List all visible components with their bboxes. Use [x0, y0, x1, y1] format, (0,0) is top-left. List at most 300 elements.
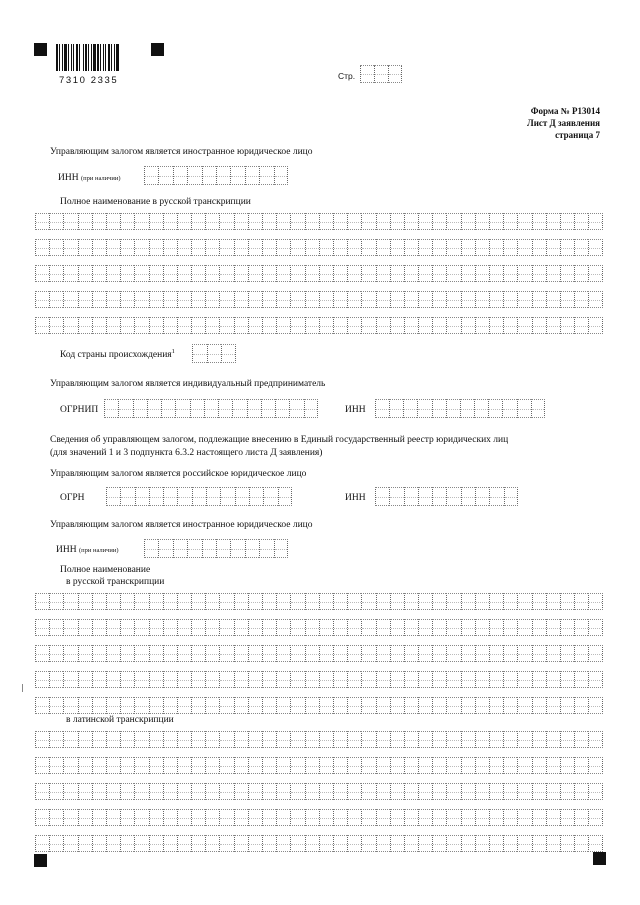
input-cell[interactable] — [149, 671, 163, 688]
input-cell[interactable] — [106, 697, 120, 714]
input-cell[interactable] — [262, 239, 276, 256]
input-cell[interactable] — [262, 265, 276, 282]
input-cell[interactable] — [290, 671, 304, 688]
input-cell[interactable] — [390, 291, 404, 308]
input-cell[interactable] — [219, 835, 233, 852]
input-cell[interactable] — [276, 731, 290, 748]
input-cell[interactable] — [446, 619, 460, 636]
grid-row[interactable] — [35, 619, 603, 636]
input-cell[interactable] — [305, 783, 319, 800]
input-cell[interactable] — [78, 697, 92, 714]
input-cell[interactable] — [588, 783, 602, 800]
input-cell[interactable] — [503, 809, 517, 826]
input-cell[interactable] — [134, 619, 148, 636]
input-cell[interactable] — [120, 487, 134, 506]
page-number-cells[interactable] — [360, 65, 402, 83]
input-cell[interactable] — [475, 619, 489, 636]
section3-lat-fullname-grid[interactable] — [35, 731, 603, 861]
input-cell[interactable] — [262, 731, 276, 748]
input-cell[interactable] — [474, 399, 488, 418]
input-cell[interactable] — [149, 835, 163, 852]
input-cell[interactable] — [503, 265, 517, 282]
input-cell[interactable] — [248, 265, 262, 282]
input-cell[interactable] — [502, 399, 516, 418]
section3-foreign-inn-cells[interactable] — [144, 539, 288, 558]
input-cell[interactable] — [461, 317, 475, 334]
input-cell[interactable] — [574, 697, 588, 714]
input-cell[interactable] — [120, 593, 134, 610]
input-cell[interactable] — [191, 757, 205, 774]
input-cell[interactable] — [290, 593, 304, 610]
input-cell[interactable] — [262, 809, 276, 826]
input-cell[interactable] — [219, 619, 233, 636]
input-cell[interactable] — [278, 487, 292, 506]
input-cell[interactable] — [120, 317, 134, 334]
input-cell[interactable] — [504, 487, 518, 506]
input-cell[interactable] — [234, 671, 248, 688]
input-cell[interactable] — [574, 265, 588, 282]
input-cell[interactable] — [319, 239, 333, 256]
input-cell[interactable] — [489, 239, 503, 256]
input-cell[interactable] — [305, 619, 319, 636]
input-cell[interactable] — [248, 645, 262, 662]
input-cell[interactable] — [290, 213, 304, 230]
input-cell[interactable] — [418, 645, 432, 662]
input-cell[interactable] — [49, 809, 63, 826]
input-cell[interactable] — [248, 697, 262, 714]
input-cell[interactable] — [177, 757, 191, 774]
input-cell[interactable] — [92, 645, 106, 662]
input-cell[interactable] — [149, 213, 163, 230]
input-cell[interactable] — [517, 619, 531, 636]
input-cell[interactable] — [248, 809, 262, 826]
input-cell[interactable] — [517, 835, 531, 852]
input-cell[interactable] — [333, 291, 347, 308]
input-cell[interactable] — [374, 65, 388, 83]
input-cell[interactable] — [390, 757, 404, 774]
input-cell[interactable] — [390, 265, 404, 282]
input-cell[interactable] — [446, 809, 460, 826]
input-cell[interactable] — [275, 399, 289, 418]
input-cell[interactable] — [475, 835, 489, 852]
input-cell[interactable] — [404, 731, 418, 748]
input-cell[interactable] — [517, 317, 531, 334]
input-cell[interactable] — [262, 835, 276, 852]
input-cell[interactable] — [219, 317, 233, 334]
input-cell[interactable] — [177, 809, 191, 826]
input-cell[interactable] — [489, 835, 503, 852]
input-cell[interactable] — [149, 645, 163, 662]
input-cell[interactable] — [149, 317, 163, 334]
input-cell[interactable] — [259, 166, 273, 185]
input-cell[interactable] — [489, 697, 503, 714]
input-cell[interactable] — [503, 317, 517, 334]
input-cell[interactable] — [347, 671, 361, 688]
input-cell[interactable] — [247, 399, 261, 418]
input-cell[interactable] — [418, 487, 432, 506]
input-cell[interactable] — [63, 645, 77, 662]
input-cell[interactable] — [475, 731, 489, 748]
input-cell[interactable] — [461, 593, 475, 610]
input-cell[interactable] — [347, 697, 361, 714]
input-cell[interactable] — [432, 487, 446, 506]
input-cell[interactable] — [574, 671, 588, 688]
input-cell[interactable] — [574, 757, 588, 774]
input-cell[interactable] — [361, 239, 375, 256]
input-cell[interactable] — [205, 317, 219, 334]
input-cell[interactable] — [92, 757, 106, 774]
input-cell[interactable] — [120, 783, 134, 800]
input-cell[interactable] — [333, 671, 347, 688]
grid-row[interactable] — [35, 731, 603, 748]
input-cell[interactable] — [149, 593, 163, 610]
input-cell[interactable] — [376, 671, 390, 688]
input-cell[interactable] — [390, 671, 404, 688]
input-cell[interactable] — [446, 731, 460, 748]
input-cell[interactable] — [290, 731, 304, 748]
input-cell[interactable] — [305, 809, 319, 826]
input-cell[interactable] — [106, 317, 120, 334]
input-cell[interactable] — [347, 731, 361, 748]
input-cell[interactable] — [35, 697, 49, 714]
input-cell[interactable] — [276, 317, 290, 334]
input-cell[interactable] — [432, 783, 446, 800]
input-cell[interactable] — [475, 697, 489, 714]
input-cell[interactable] — [118, 399, 132, 418]
input-cell[interactable] — [432, 645, 446, 662]
input-cell[interactable] — [489, 809, 503, 826]
input-cell[interactable] — [475, 291, 489, 308]
input-cell[interactable] — [106, 731, 120, 748]
input-cell[interactable] — [475, 645, 489, 662]
input-cell[interactable] — [120, 645, 134, 662]
input-cell[interactable] — [205, 757, 219, 774]
input-cell[interactable] — [92, 783, 106, 800]
input-cell[interactable] — [304, 399, 318, 418]
input-cell[interactable] — [261, 399, 275, 418]
input-cell[interactable] — [163, 487, 177, 506]
input-cell[interactable] — [216, 166, 230, 185]
input-cell[interactable] — [63, 697, 77, 714]
input-cell[interactable] — [106, 213, 120, 230]
input-cell[interactable] — [418, 593, 432, 610]
input-cell[interactable] — [532, 619, 546, 636]
input-cell[interactable] — [319, 757, 333, 774]
input-cell[interactable] — [234, 317, 248, 334]
input-cell[interactable] — [204, 399, 218, 418]
input-cell[interactable] — [532, 291, 546, 308]
input-cell[interactable] — [276, 757, 290, 774]
input-cell[interactable] — [560, 239, 574, 256]
input-cell[interactable] — [305, 213, 319, 230]
input-cell[interactable] — [333, 619, 347, 636]
input-cell[interactable] — [106, 619, 120, 636]
grid-row[interactable] — [35, 317, 603, 334]
input-cell[interactable] — [404, 317, 418, 334]
input-cell[interactable] — [191, 783, 205, 800]
input-cell[interactable] — [376, 783, 390, 800]
input-cell[interactable] — [560, 835, 574, 852]
input-cell[interactable] — [35, 291, 49, 308]
input-cell[interactable] — [532, 317, 546, 334]
input-cell[interactable] — [347, 757, 361, 774]
input-cell[interactable] — [461, 731, 475, 748]
input-cell[interactable] — [177, 593, 191, 610]
input-cell[interactable] — [49, 671, 63, 688]
input-cell[interactable] — [35, 593, 49, 610]
input-cell[interactable] — [276, 291, 290, 308]
input-cell[interactable] — [219, 291, 233, 308]
input-cell[interactable] — [432, 213, 446, 230]
input-cell[interactable] — [149, 731, 163, 748]
input-cell[interactable] — [560, 619, 574, 636]
input-cell[interactable] — [503, 239, 517, 256]
input-cell[interactable] — [305, 671, 319, 688]
input-cell[interactable] — [120, 265, 134, 282]
input-cell[interactable] — [133, 399, 147, 418]
input-cell[interactable] — [532, 265, 546, 282]
input-cell[interactable] — [106, 835, 120, 852]
input-cell[interactable] — [475, 487, 489, 506]
input-cell[interactable] — [319, 697, 333, 714]
ogrnip-cells[interactable] — [104, 399, 318, 418]
grid-row[interactable] — [35, 697, 603, 714]
input-cell[interactable] — [588, 731, 602, 748]
input-cell[interactable] — [347, 809, 361, 826]
section1-fullname-grid[interactable] — [35, 213, 603, 343]
input-cell[interactable] — [234, 783, 248, 800]
input-cell[interactable] — [35, 835, 49, 852]
input-cell[interactable] — [503, 757, 517, 774]
input-cell[interactable] — [390, 835, 404, 852]
input-cell[interactable] — [560, 731, 574, 748]
input-cell[interactable] — [546, 757, 560, 774]
input-cell[interactable] — [262, 213, 276, 230]
input-cell[interactable] — [532, 671, 546, 688]
input-cell[interactable] — [404, 697, 418, 714]
input-cell[interactable] — [234, 645, 248, 662]
input-cell[interactable] — [248, 593, 262, 610]
input-cell[interactable] — [347, 265, 361, 282]
input-cell[interactable] — [489, 757, 503, 774]
input-cell[interactable] — [361, 731, 375, 748]
input-cell[interactable] — [333, 645, 347, 662]
input-cell[interactable] — [475, 757, 489, 774]
input-cell[interactable] — [78, 593, 92, 610]
input-cell[interactable] — [173, 539, 187, 558]
input-cell[interactable] — [262, 783, 276, 800]
input-cell[interactable] — [276, 239, 290, 256]
input-cell[interactable] — [120, 239, 134, 256]
input-cell[interactable] — [347, 213, 361, 230]
input-cell[interactable] — [134, 835, 148, 852]
input-cell[interactable] — [219, 213, 233, 230]
input-cell[interactable] — [134, 697, 148, 714]
input-cell[interactable] — [232, 399, 246, 418]
input-cell[interactable] — [560, 757, 574, 774]
input-cell[interactable] — [461, 487, 475, 506]
input-cell[interactable] — [92, 317, 106, 334]
input-cell[interactable] — [347, 783, 361, 800]
input-cell[interactable] — [333, 593, 347, 610]
input-cell[interactable] — [235, 487, 249, 506]
input-cell[interactable] — [546, 317, 560, 334]
input-cell[interactable] — [290, 619, 304, 636]
input-cell[interactable] — [446, 487, 460, 506]
grid-row[interactable] — [35, 645, 603, 662]
input-cell[interactable] — [149, 783, 163, 800]
input-cell[interactable] — [262, 671, 276, 688]
input-cell[interactable] — [461, 835, 475, 852]
section3-ru-fullname-grid[interactable] — [35, 593, 603, 723]
input-cell[interactable] — [120, 671, 134, 688]
input-cell[interactable] — [219, 731, 233, 748]
input-cell[interactable] — [404, 619, 418, 636]
input-cell[interactable] — [588, 593, 602, 610]
input-cell[interactable] — [461, 265, 475, 282]
input-cell[interactable] — [92, 671, 106, 688]
input-cell[interactable] — [389, 487, 403, 506]
input-cell[interactable] — [220, 487, 234, 506]
input-cell[interactable] — [49, 645, 63, 662]
input-cell[interactable] — [446, 757, 460, 774]
input-cell[interactable] — [418, 317, 432, 334]
input-cell[interactable] — [63, 783, 77, 800]
input-cell[interactable] — [319, 265, 333, 282]
input-cell[interactable] — [574, 213, 588, 230]
input-cell[interactable] — [163, 809, 177, 826]
input-cell[interactable] — [432, 265, 446, 282]
input-cell[interactable] — [588, 265, 602, 282]
input-cell[interactable] — [92, 697, 106, 714]
input-cell[interactable] — [588, 809, 602, 826]
input-cell[interactable] — [319, 783, 333, 800]
input-cell[interactable] — [205, 731, 219, 748]
input-cell[interactable] — [234, 697, 248, 714]
grid-row[interactable] — [35, 291, 603, 308]
input-cell[interactable] — [163, 697, 177, 714]
input-cell[interactable] — [376, 291, 390, 308]
input-cell[interactable] — [347, 645, 361, 662]
input-cell[interactable] — [446, 399, 460, 418]
input-cell[interactable] — [149, 809, 163, 826]
input-cell[interactable] — [560, 697, 574, 714]
input-cell[interactable] — [35, 731, 49, 748]
input-cell[interactable] — [503, 593, 517, 610]
input-cell[interactable] — [489, 593, 503, 610]
grid-row[interactable] — [35, 239, 603, 256]
input-cell[interactable] — [305, 757, 319, 774]
input-cell[interactable] — [361, 697, 375, 714]
input-cell[interactable] — [532, 783, 546, 800]
input-cell[interactable] — [361, 783, 375, 800]
input-cell[interactable] — [63, 809, 77, 826]
input-cell[interactable] — [205, 835, 219, 852]
input-cell[interactable] — [432, 291, 446, 308]
input-cell[interactable] — [375, 487, 389, 506]
input-cell[interactable] — [149, 697, 163, 714]
input-cell[interactable] — [319, 213, 333, 230]
input-cell[interactable] — [376, 265, 390, 282]
input-cell[interactable] — [489, 783, 503, 800]
input-cell[interactable] — [163, 835, 177, 852]
input-cell[interactable] — [418, 265, 432, 282]
input-cell[interactable] — [191, 265, 205, 282]
input-cell[interactable] — [305, 593, 319, 610]
input-cell[interactable] — [446, 213, 460, 230]
input-cell[interactable] — [35, 757, 49, 774]
input-cell[interactable] — [390, 239, 404, 256]
input-cell[interactable] — [248, 757, 262, 774]
input-cell[interactable] — [517, 239, 531, 256]
input-cell[interactable] — [191, 697, 205, 714]
input-cell[interactable] — [78, 213, 92, 230]
input-cell[interactable] — [49, 731, 63, 748]
input-cell[interactable] — [49, 213, 63, 230]
input-cell[interactable] — [532, 731, 546, 748]
input-cell[interactable] — [248, 291, 262, 308]
input-cell[interactable] — [376, 731, 390, 748]
input-cell[interactable] — [120, 291, 134, 308]
input-cell[interactable] — [560, 645, 574, 662]
input-cell[interactable] — [461, 783, 475, 800]
input-cell[interactable] — [163, 671, 177, 688]
input-cell[interactable] — [191, 835, 205, 852]
input-cell[interactable] — [161, 399, 175, 418]
input-cell[interactable] — [290, 317, 304, 334]
input-cell[interactable] — [418, 731, 432, 748]
input-cell[interactable] — [574, 291, 588, 308]
input-cell[interactable] — [163, 239, 177, 256]
input-cell[interactable] — [134, 731, 148, 748]
input-cell[interactable] — [134, 291, 148, 308]
input-cell[interactable] — [446, 593, 460, 610]
input-cell[interactable] — [158, 539, 172, 558]
input-cell[interactable] — [234, 731, 248, 748]
input-cell[interactable] — [475, 809, 489, 826]
input-cell[interactable] — [333, 213, 347, 230]
input-cell[interactable] — [432, 317, 446, 334]
input-cell[interactable] — [120, 731, 134, 748]
input-cell[interactable] — [319, 291, 333, 308]
input-cell[interactable] — [532, 213, 546, 230]
input-cell[interactable] — [92, 619, 106, 636]
input-cell[interactable] — [205, 619, 219, 636]
input-cell[interactable] — [489, 265, 503, 282]
input-cell[interactable] — [517, 399, 531, 418]
input-cell[interactable] — [276, 809, 290, 826]
input-cell[interactable] — [163, 213, 177, 230]
input-cell[interactable] — [446, 291, 460, 308]
input-cell[interactable] — [262, 697, 276, 714]
input-cell[interactable] — [432, 239, 446, 256]
input-cell[interactable] — [390, 619, 404, 636]
input-cell[interactable] — [49, 239, 63, 256]
input-cell[interactable] — [78, 619, 92, 636]
input-cell[interactable] — [404, 593, 418, 610]
input-cell[interactable] — [78, 809, 92, 826]
input-cell[interactable] — [175, 399, 189, 418]
input-cell[interactable] — [234, 809, 248, 826]
input-cell[interactable] — [205, 671, 219, 688]
input-cell[interactable] — [446, 239, 460, 256]
input-cell[interactable] — [588, 317, 602, 334]
input-cell[interactable] — [461, 239, 475, 256]
input-cell[interactable] — [418, 619, 432, 636]
input-cell[interactable] — [35, 809, 49, 826]
input-cell[interactable] — [219, 697, 233, 714]
input-cell[interactable] — [78, 239, 92, 256]
